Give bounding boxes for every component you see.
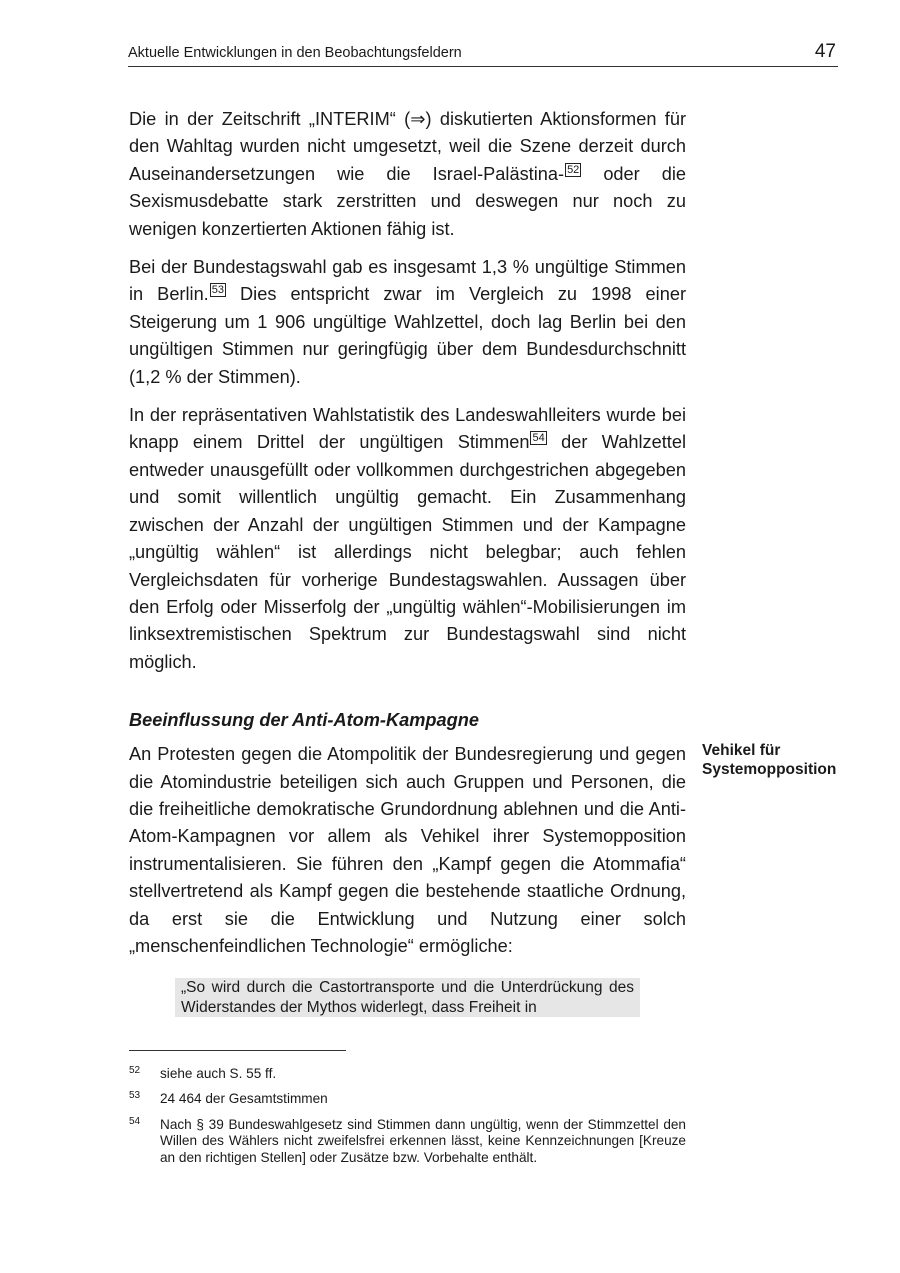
footnote-number: 52	[129, 1065, 141, 1076]
footnotes	[129, 1066, 686, 1175]
footnote-number: 54	[129, 1115, 141, 1127]
paragraph-interim: Die in der Zeitschrift „INTERIM“ (⇒) diskutierten Aktionsformen für den Wahltag wurden nicht umgesetzt, weil die Szene derzeit durch Auseinandersetzungen wie die Israel-Palästina- $^{52}$ oder die Sexismusdebatte stark zerstritten und deswegen nur noch zu wenigen konzertierten Aktionen fähig ist.	[129, 109, 687, 239]
margin-note	[702, 741, 872, 779]
section-heading: Beeinflussung der Anti-Atom-Kampagne	[129, 710, 479, 731]
margin-note-line-1: Vehikel für	[702, 742, 781, 759]
page-number: 47	[814, 41, 836, 62]
footnote-ref-54[interactable]: 54	[532, 432, 545, 445]
footnote-52	[129, 1066, 686, 1082]
footnote-text: siehe auch S. 55 ff.	[160, 1066, 277, 1081]
header-title: Aktuelle Entwicklungen in den Beobachtungsfeldern	[128, 45, 462, 61]
footnote-divider	[129, 1050, 346, 1051]
main-text	[129, 106, 686, 1017]
margin-note-line-2: Systemopposition	[702, 761, 837, 778]
footnote-number: 53	[129, 1090, 141, 1102]
footnote-text: 24 464 der Gesamtstimmen	[160, 1091, 328, 1107]
page-header	[128, 36, 838, 67]
block-quote: „So wird durch die Castortransporte und die Unterdrückung des Widerstandes der Mythos widerlegt, dass Freiheit in	[175, 978, 640, 1017]
paragraph-anti-atom: An Protesten gegen die Atompolitik der Bundesregierung und gegen die Atomindustrie beteiligen sich auch Gruppen und Personen, die die freiheitliche demokratische Grundordnung ablehnen und die Anti-Atom-Kampagnen vor allem als Vehikel ihrer Systemopposition instrumentalisieren. Sie führen den „Kampf gegen die Atommafia“ stellvertretend als Kampf gegen die bestehende staatliche Ordnung, da erst sie die Entwicklung und Nutzung einer solch „menschenfeindlichen Technologie“ ermögliche:	[129, 744, 686, 956]
paragraph-bundestagswahl: Bei der Bundestagswahl gab es insgesamt 1,3 % ungültige Stimmen in Berlin. $^{53}$ Dies entspricht zwar im Vergleich zu 1998 einer Steigerung um 1 906 ungültige Wahlzettel, doch lag Berlin bei den ungültigen Stimmen nur geringfügig über dem Bundesdurchschnitt (1,2 % der Stimmen).	[129, 257, 686, 387]
footnote-54	[129, 1117, 686, 1166]
footnote-53	[129, 1091, 686, 1107]
footnote-ref-53[interactable]: 53	[211, 284, 224, 297]
footnote-ref-52[interactable]: 52	[567, 163, 580, 176]
footnote-text: Nach § 39 Bundeswahlgesetz sind Stimmen dann ungültig, wenn der Stimmzettel den Willen des Wählers nicht zweifelsfrei erkennen lässt, keine Kennzeichnungen [Kreuze an den richtigen Stellen] oder Zusätze bzw. Vorbehalte enthält.	[160, 1116, 686, 1165]
paragraph-wahlstatistik: In der repräsentativen Wahlstatistik des Landeswahlleiters wurde bei knapp einem Drittel der ungültigen Stimmen $^{54}$ der Wahlzettel entweder unausgefüllt oder vollkommen durchgestrichen abgegeben und somit willentlich ungültig gemacht. Ein Zusammenhang zwischen der Anzahl der ungültigen Stimmen und der Kampagne „ungültig wählen“ ist allerdings nicht belegbar; auch fehlen Vergleichsdaten für vorherige Bundestagswahlen. Aussagen über den Erfolg oder Misserfolg der „ungültig wählen“-Mobilisierungen im linksextremistischen Spektrum zur Bundestagswahl sind nicht möglich.	[129, 405, 686, 672]
